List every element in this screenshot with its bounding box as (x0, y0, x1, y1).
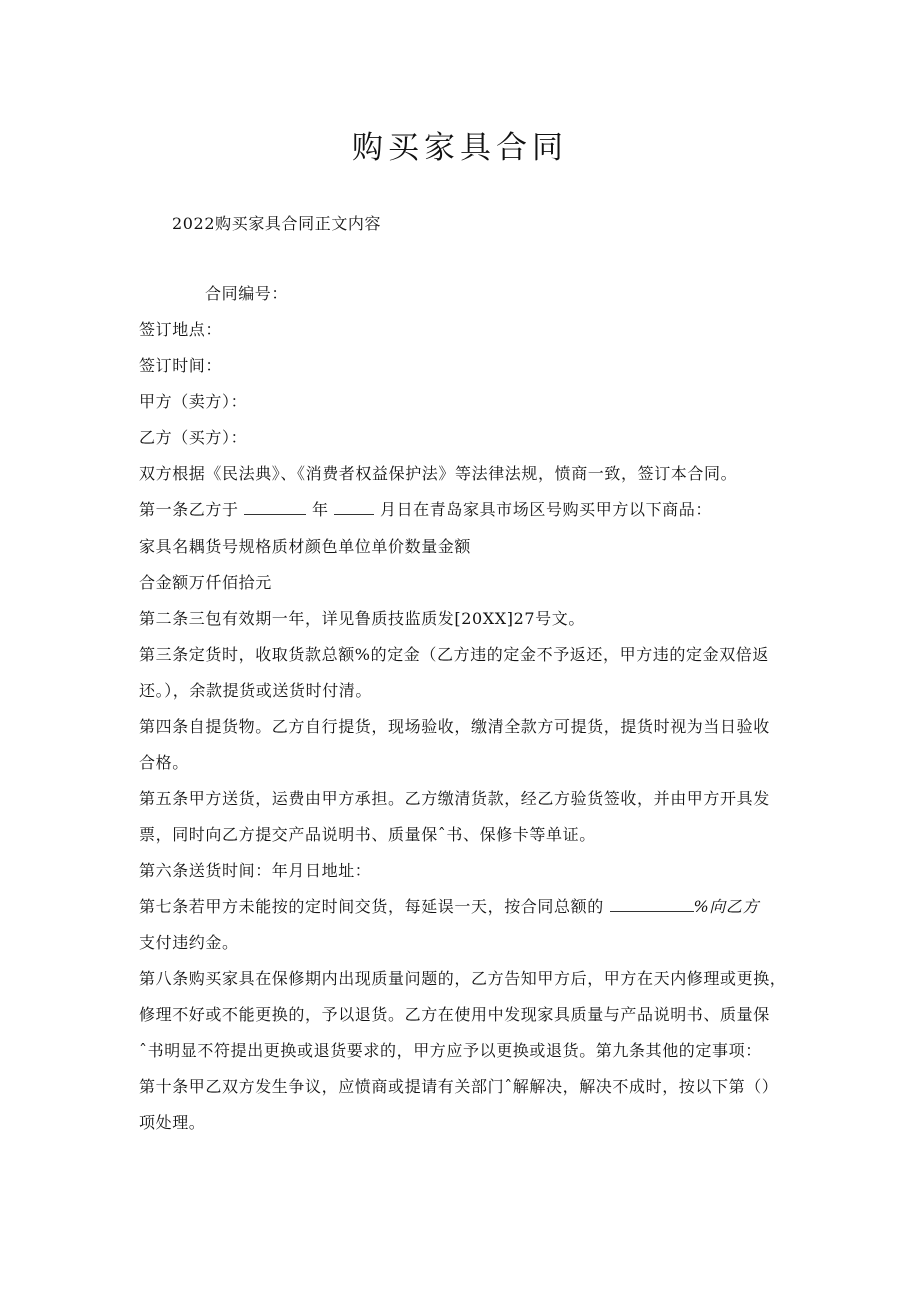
document-subtitle: 2022购买家具合同正文内容 (172, 214, 382, 233)
contract-number-label: 合同编号： (205, 284, 289, 303)
intro-paragraph: 双方根据《民法典》、《消费者权益保护法》等法律法规，愤商一致，签订本合同。 (139, 464, 738, 483)
article-8-line-2: 修理不好或不能更换的，予以退货。乙方在使用中发现家具质量与产品说明书、质量保 (139, 1005, 770, 1024)
article-3-line-1: 第三条定货时，收取货款总额%的定金（乙方违的定金不予返还，甲方违的定金双倍返 (139, 645, 770, 664)
article-8-line-1: 第八条购买家具在保修期内出现质量问题的，乙方告知甲方后，甲方在天内修理或更换， (139, 969, 787, 988)
article-10-line-2: 项处理。 (139, 1113, 206, 1132)
party-b-label: 乙方（买方）： (139, 428, 248, 447)
total-amount-line: 合金额万仟佰拾元 (139, 573, 272, 592)
year-blank (244, 498, 306, 515)
document-title: 购买家具合同 (352, 130, 568, 166)
article-5-line-1: 第五条甲方送货，运费由甲方承担。乙方缴清货款，经乙方验货签收，并由甲方开具发 (139, 789, 770, 808)
article-2: 第二条三包有效期一年，详见鲁质技监质发[20XX]27号文。 (139, 609, 585, 628)
month-blank (334, 498, 374, 515)
article-7-part-a: 第七条若甲方未能按的定时间交货，每延误一天，按合同总额的 (139, 897, 604, 916)
article-1-part-c: 月日在青岛家具市场区号购买甲方以下商品： (379, 500, 712, 519)
percent-blank (610, 895, 694, 912)
article-4-line-1: 第四条自提货物。乙方自行提货，现场验收，缴清全款方可提货，提货时视为当日验收 (139, 717, 770, 736)
article-7-line-2: 支付违约金。 (139, 933, 239, 952)
article-4-line-2: 合格。 (139, 753, 189, 772)
article-1-part-b: 年 (311, 500, 329, 519)
article-10-line-1: 第十条甲乙双方发生争议，应愤商或提请有关部门ˆ解解决，解决不成时，按以下第（） (139, 1077, 779, 1096)
sign-place-label: 签订地点： (139, 320, 223, 339)
article-1 (139, 498, 789, 522)
party-a-label: 甲方（卖方）： (139, 392, 248, 411)
sign-time-label: 签订时间： (139, 356, 223, 375)
article-5-line-2: 票，同时向乙方提交产品说明书、质量保ˆ书、保修卡等单证。 (139, 825, 596, 844)
article-6: 第六条送货时间：年月日地址： (139, 861, 372, 880)
goods-table-header: 家具名耦货号规格质材颜色单位单价数量金额 (139, 537, 472, 556)
article-7-line-1 (139, 895, 789, 919)
article-7-part-b: %向乙方 (693, 897, 760, 916)
article-3-line-2: 还。），余款提货或送货时付清。 (139, 681, 373, 700)
article-8-line-3: ˆ书明显不符提出更换或退货要求的，甲方应予以更换或退货。第九条其他的定事项： (139, 1041, 762, 1060)
article-1-part-a: 第一条乙方于 (139, 500, 239, 519)
